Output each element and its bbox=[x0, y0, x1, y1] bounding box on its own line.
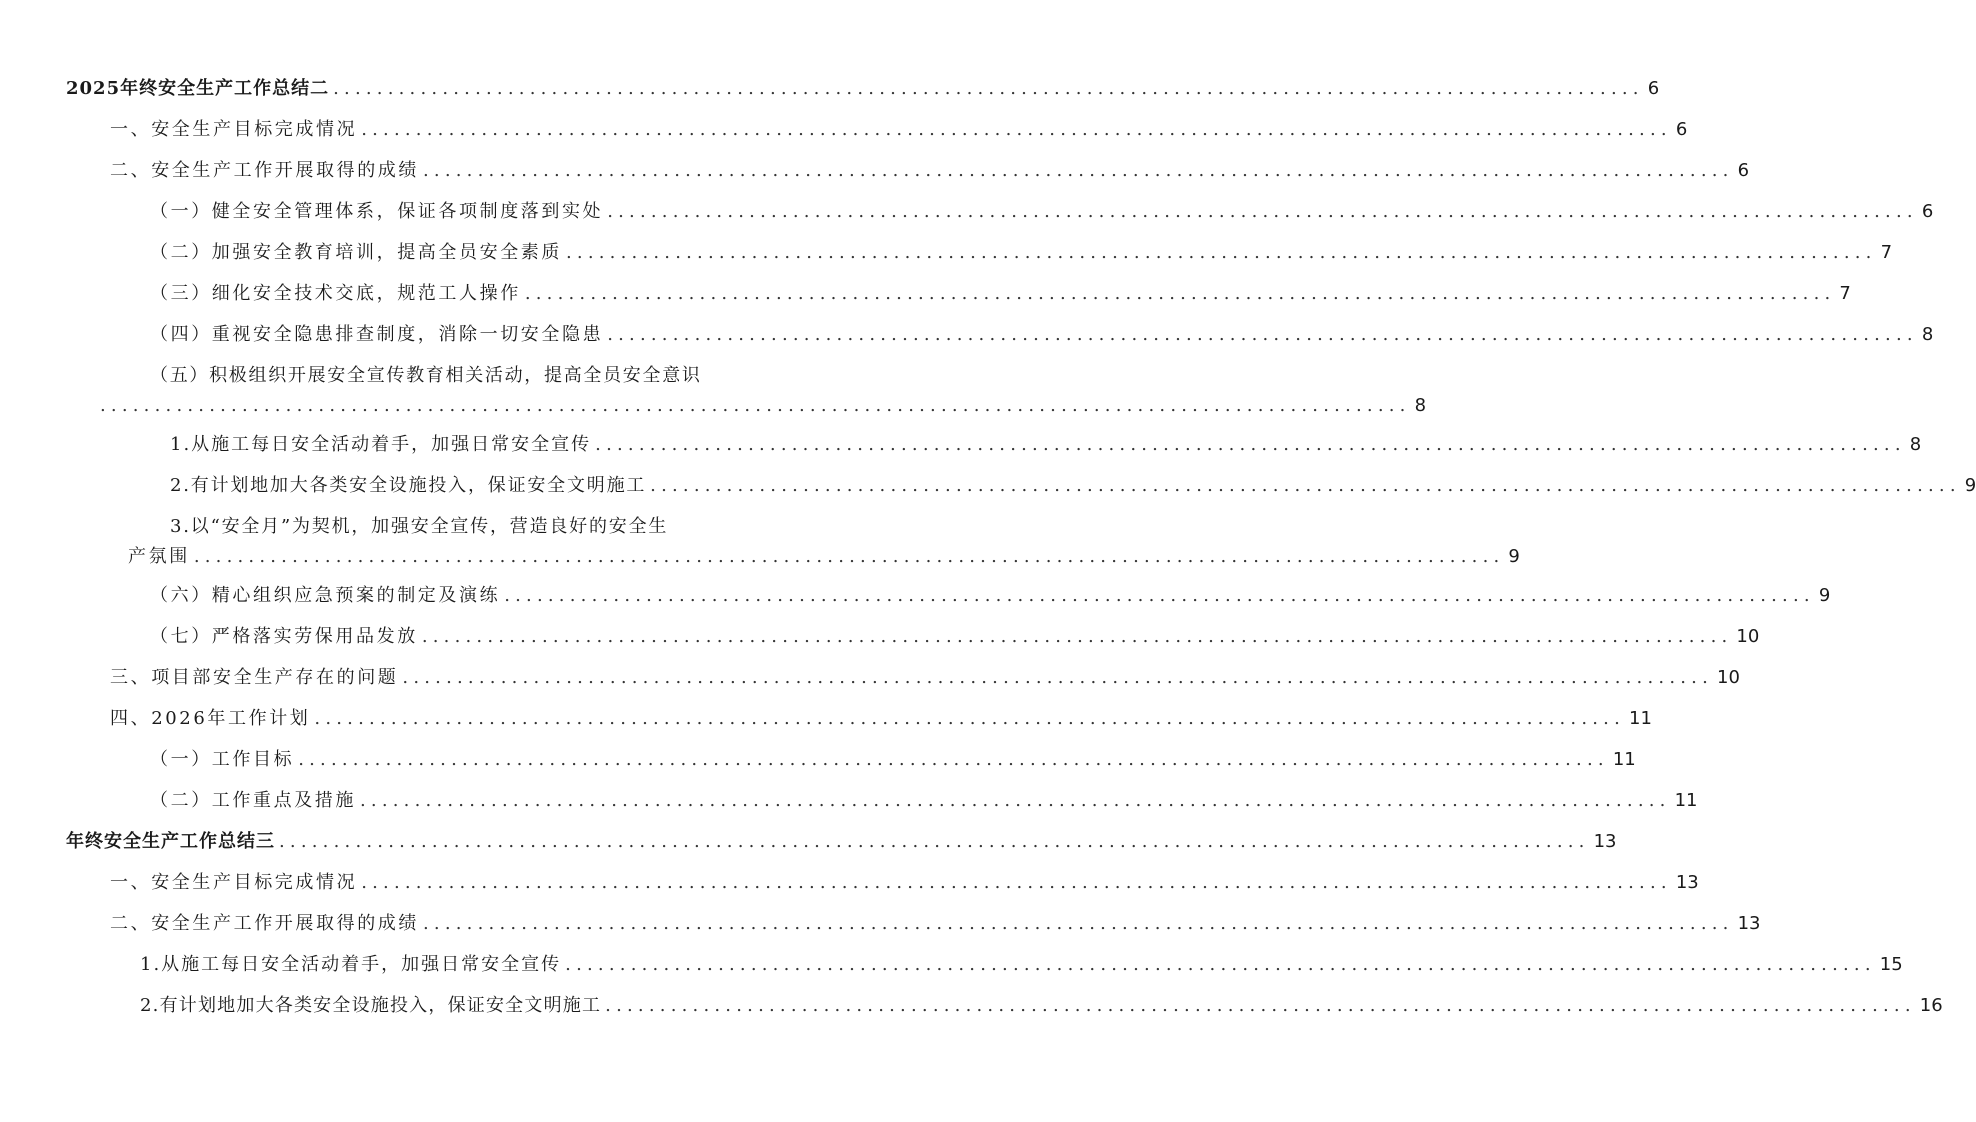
toc-entry-title: 三、项目部安全生产存在的问题 bbox=[110, 667, 399, 688]
toc-leader: ........................................................................................................................ bbox=[279, 831, 1590, 852]
toc-entry-title: 一、安全生产目标完成情况 bbox=[110, 119, 358, 140]
toc-entry[interactable] bbox=[0, 948, 1903, 982]
toc-leader: ........................................................................................................................ bbox=[100, 395, 1411, 416]
toc-entry[interactable] bbox=[0, 113, 1688, 147]
toc-page-number: 8 bbox=[1909, 434, 1922, 455]
toc-entry[interactable] bbox=[0, 866, 1699, 900]
toc-entry-title: （二）加强安全教育培训，提高全员安全素质 bbox=[150, 242, 562, 263]
toc-leader: ........................................................................................................................ bbox=[595, 434, 1906, 455]
toc-entry[interactable] bbox=[0, 825, 1617, 859]
toc-entry[interactable] bbox=[0, 989, 1943, 1023]
toc-page-number: 13 bbox=[1593, 831, 1617, 852]
toc-page-number: 9 bbox=[1818, 585, 1831, 606]
toc-entry[interactable] bbox=[0, 469, 1976, 503]
toc-page-number: 9 bbox=[1508, 546, 1520, 567]
toc-leader: ........................................................................................................................ bbox=[314, 708, 1626, 729]
toc-leader: ........................................................................................................................ bbox=[421, 626, 1733, 647]
toc-entry-title: （五）积极组织开展安全宣传教育相关活动，提高全员安全意识 bbox=[150, 365, 702, 386]
toc-entry-title: 二、安全生产工作开展取得的成绩 bbox=[110, 160, 419, 181]
toc-leader: ........................................................................................................................ bbox=[504, 585, 1815, 606]
toc-page-number: 13 bbox=[1737, 913, 1761, 934]
toc-entry-title: （一）工作目标 bbox=[150, 749, 295, 770]
toc-entry[interactable] bbox=[0, 359, 1427, 423]
toc-entry[interactable] bbox=[0, 907, 1761, 941]
toc-entry-title: 1.从施工每日安全活动着手，加强日常安全宣传 bbox=[170, 434, 592, 455]
toc-page-number: 6 bbox=[1675, 119, 1688, 140]
toc-page-number: 16 bbox=[1919, 995, 1943, 1016]
toc-entry[interactable] bbox=[0, 318, 1934, 352]
toc-entry[interactable] bbox=[0, 236, 1893, 270]
toc-entry-title: 年终安全生产工作总结三 bbox=[66, 831, 275, 852]
toc-leader: ........................................................................................................................ bbox=[423, 913, 1734, 934]
toc-entry[interactable] bbox=[0, 702, 1652, 736]
toc-page-number: 10 bbox=[1736, 626, 1760, 647]
toc-entry[interactable] bbox=[0, 661, 1740, 695]
toc-leader: ........................................................................................................................ bbox=[605, 995, 1916, 1016]
toc-entry[interactable] bbox=[0, 428, 1922, 462]
toc-entry[interactable] bbox=[0, 784, 1698, 818]
toc-entry-title: 四、2026年工作计划 bbox=[110, 708, 311, 729]
toc-page-number: 10 bbox=[1717, 667, 1740, 688]
toc-page-number: 7 bbox=[1880, 242, 1893, 263]
toc-leader: ........................................................................................................................ bbox=[298, 749, 1609, 770]
toc-entry-title: 2025年终安全生产工作总结二 bbox=[66, 78, 330, 99]
toc-entry-title: 2.有计划地加大各类安全设施投入，保证安全文明施工 bbox=[170, 475, 647, 496]
toc-page-number: 15 bbox=[1879, 954, 1903, 975]
toc-entry-title: （一）健全安全管理体系，保证各项制度落到实处 bbox=[150, 201, 604, 222]
toc-entry-title-continuation: 产氛围 bbox=[128, 546, 190, 567]
toc-leader: ........................................................................................................................ bbox=[607, 324, 1918, 345]
toc-page-number: 13 bbox=[1675, 872, 1699, 893]
toc-page-number: 8 bbox=[1414, 395, 1427, 416]
toc-entry[interactable] bbox=[0, 154, 1750, 188]
toc-entry[interactable] bbox=[0, 620, 1760, 654]
toc-entry-title: 一、安全生产目标完成情况 bbox=[110, 872, 358, 893]
toc-leader: ........................................................................................................................ bbox=[361, 872, 1672, 893]
toc-leader: ........................................................................................................................ bbox=[361, 119, 1672, 140]
toc-page-number: 11 bbox=[1612, 749, 1636, 770]
toc-leader: ........................................................................................................................ bbox=[360, 790, 1671, 811]
toc-entry[interactable] bbox=[0, 510, 1520, 574]
toc-leader: ........................................................................................................................ bbox=[565, 954, 1876, 975]
toc-entry[interactable] bbox=[0, 195, 1934, 229]
toc-leader: ........................................................................................................................ bbox=[333, 78, 1644, 99]
toc-leader: ........................................................................................................................ bbox=[650, 475, 1961, 496]
toc-page-number: 6 bbox=[1737, 160, 1750, 181]
toc-entry-title: （七）严格落实劳保用品发放 bbox=[150, 626, 418, 647]
toc-entry[interactable] bbox=[0, 743, 1636, 777]
toc-page-number: 8 bbox=[1921, 324, 1934, 345]
toc-leader: ........................................................................................................................ bbox=[423, 160, 1734, 181]
toc-entry-title: （六）精心组织应急预案的制定及演练 bbox=[150, 585, 501, 606]
toc-page-number: 9 bbox=[1964, 475, 1976, 496]
toc-entry-title: 1.从施工每日安全活动着手，加强日常安全宣传 bbox=[140, 954, 562, 975]
toc-entry-title: （二）工作重点及措施 bbox=[150, 790, 356, 811]
toc-leader: ........................................................................................................................ bbox=[524, 283, 1836, 304]
toc-entry[interactable] bbox=[0, 277, 1851, 311]
toc-entry-title: 3.以“安全月”为契机，加强安全宣传，营造良好的安全生 bbox=[170, 516, 669, 537]
toc-entry[interactable] bbox=[0, 579, 1831, 613]
toc-entry-title: （三）细化安全技术交底，规范工人操作 bbox=[150, 283, 521, 304]
toc-entry[interactable] bbox=[0, 72, 1660, 106]
toc-page-number: 6 bbox=[1647, 78, 1660, 99]
toc-leader: ........................................................................................................................ bbox=[402, 667, 1714, 688]
toc-leader: ........................................................................................................................ bbox=[193, 546, 1505, 567]
toc-page-number: 11 bbox=[1629, 708, 1652, 729]
toc-leader: ........................................................................................................................ bbox=[566, 242, 1877, 263]
toc-leader: ........................................................................................................................ bbox=[607, 201, 1918, 222]
toc-page-number: 6 bbox=[1921, 201, 1934, 222]
toc-page-number: 11 bbox=[1674, 790, 1698, 811]
toc-entry-title: （四）重视安全隐患排查制度，消除一切安全隐患 bbox=[150, 324, 604, 345]
toc-page-number: 7 bbox=[1839, 283, 1851, 304]
toc-entry-title: 2.有计划地加大各类安全设施投入，保证安全文明施工 bbox=[140, 995, 602, 1016]
toc-entry-title: 二、安全生产工作开展取得的成绩 bbox=[110, 913, 419, 934]
